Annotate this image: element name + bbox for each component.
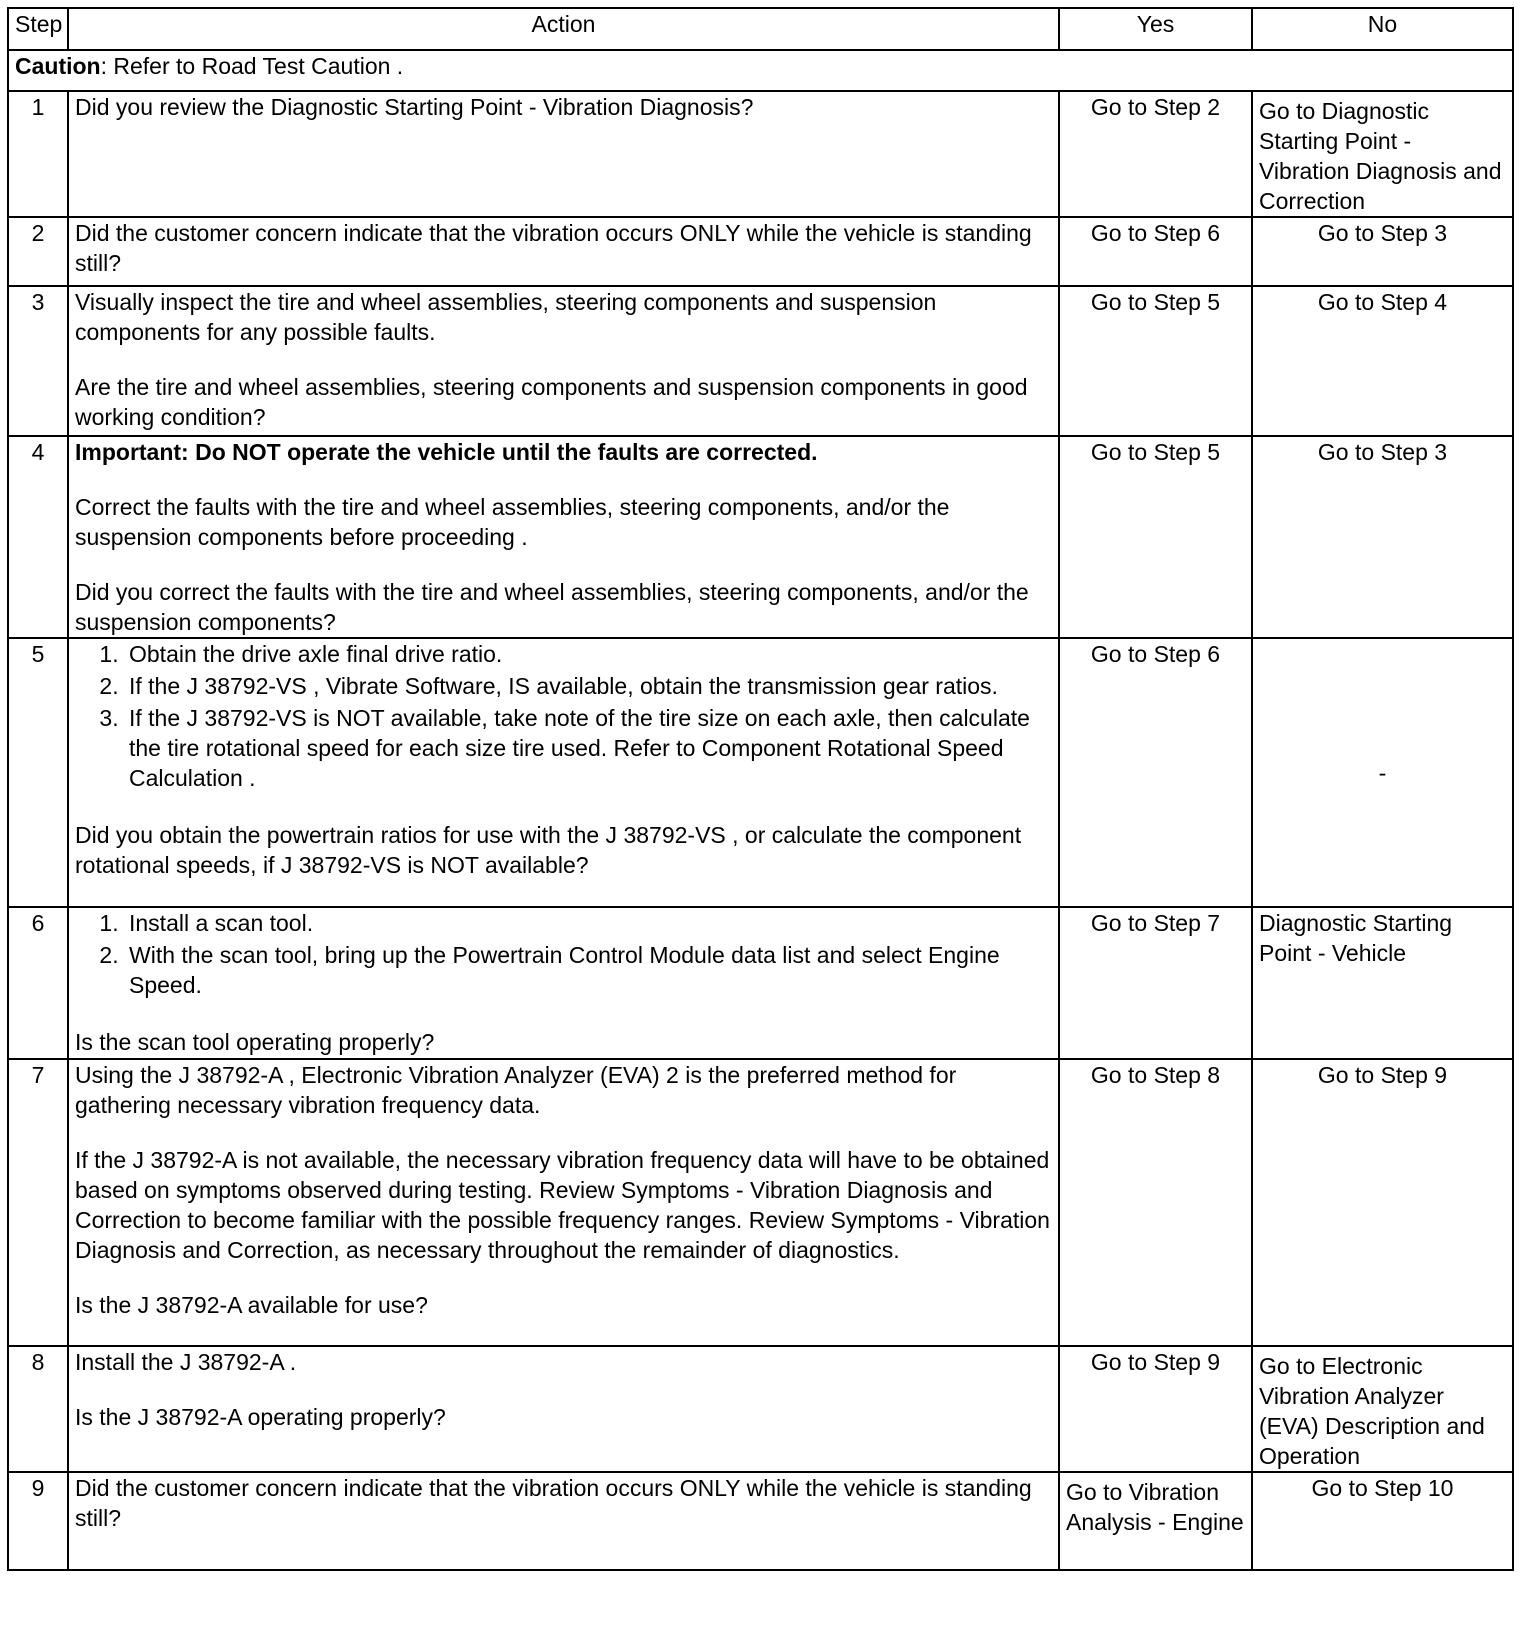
table-row: [8, 1346, 1513, 1472]
caution-row: [8, 50, 1513, 91]
action-cell: [68, 217, 1059, 286]
question-text: Are the tire and wheel assemblies, steering components and suspension components in good working condition?: [75, 374, 1028, 430]
header-step: Step: [8, 8, 68, 50]
action-cell: [68, 907, 1059, 1059]
intro-text: Visually inspect the tire and wheel assemblies, steering components and suspension components for any possible faults.: [75, 289, 937, 345]
yes-cell: Go to Vibration Analysis - Engine: [1059, 1472, 1252, 1570]
no-cell: Go to Step 3: [1252, 436, 1513, 638]
table-row: [8, 91, 1513, 217]
yes-cell: Go to Step 2: [1059, 91, 1252, 217]
no-cell: Go to Step 3: [1252, 217, 1513, 286]
no-cell: Diagnostic Starting Point - Vehicle: [1252, 907, 1513, 1059]
header-no: No: [1252, 8, 1513, 50]
caution-label: Caution: [15, 53, 101, 79]
action-cell: [68, 1346, 1059, 1472]
list-item: 1. Obtain the drive axle final drive ratio.: [125, 639, 1052, 669]
list-item: 2. If the J 38792-VS , Vibrate Software, IS available, obtain the transmission gear ratios.: [125, 671, 1052, 701]
step-number: 6: [8, 907, 68, 1059]
question-text: Did you review the Diagnostic Starting Point - Vibration Diagnosis?: [75, 94, 754, 120]
list-item: 3. If the J 38792-VS is NOT available, take note of the tire size on each axle, then calculate the tire rotational speed for each size tire used. Refer to Component Rotational Speed Calculation .: [125, 703, 1052, 793]
step-number: 7: [8, 1059, 68, 1346]
important-note: Important: Do NOT operate the vehicle until the faults are corrected.: [75, 439, 818, 465]
question-text: Did the customer concern indicate that the vibration occurs ONLY while the vehicle is standing still?: [75, 1475, 1032, 1531]
question-text: Did you correct the faults with the tire and wheel assemblies, steering components, and/or the suspension components?: [75, 579, 1029, 635]
header-action: Action: [68, 8, 1059, 50]
step-number: 4: [8, 436, 68, 638]
yes-cell: Go to Step 9: [1059, 1346, 1252, 1472]
table-row: [8, 1059, 1513, 1346]
step-number: 8: [8, 1346, 68, 1472]
yes-cell: Go to Step 6: [1059, 638, 1252, 907]
yes-cell: Go to Step 7: [1059, 907, 1252, 1059]
question-text: Is the scan tool operating properly?: [75, 1029, 435, 1055]
step-number: 3: [8, 286, 68, 436]
no-cell: Go to Diagnostic Starting Point - Vibration Diagnosis and Correction: [1252, 91, 1513, 217]
intro-text: Correct the faults with the tire and wheel assemblies, steering components, and/or the suspension components before proceeding .: [75, 494, 950, 550]
action-cell: [68, 638, 1059, 907]
list-item: 1. Install a scan tool.: [125, 908, 1052, 938]
no-cell: Go to Electronic Vibration Analyzer (EVA) Description and Operation: [1252, 1346, 1513, 1472]
no-cell: Go to Step 4: [1252, 286, 1513, 436]
step-number: 1: [8, 91, 68, 217]
diagnostic-table: [7, 7, 1514, 1571]
yes-cell: Go to Step 5: [1059, 436, 1252, 638]
instruction-list: [75, 639, 1052, 793]
question-text: Is the J 38792-A available for use?: [75, 1292, 428, 1318]
table-row: [8, 1472, 1513, 1570]
yes-cell: Go to Step 6: [1059, 217, 1252, 286]
action-cell: [68, 1472, 1059, 1570]
action-cell: [68, 91, 1059, 217]
question-text: Did you obtain the powertrain ratios for use with the J 38792-VS , or calculate the component rotational speeds, if J 38792-VS is NOT available?: [75, 822, 1022, 878]
intro-text-2: If the J 38792-A is not available, the necessary vibration frequency data will have to be obtained based on symptoms observed during testing. Review Symptoms - Vibration Diagnosis and Correction to become familiar with the possible frequency ranges. Review Symptoms - Vibration Diagnosis and Correction, as necessary throughout the remainder of diagnostics.: [75, 1147, 1050, 1263]
header-yes: Yes: [1059, 8, 1252, 50]
caution-text: : Refer to Road Test Caution .: [100, 53, 404, 79]
action-cell: [68, 1059, 1059, 1346]
list-item: 2. With the scan tool, bring up the Powertrain Control Module data list and select Engine Speed.: [125, 940, 1052, 1000]
table-row: [8, 638, 1513, 907]
intro-text: Using the J 38792-A , Electronic Vibration Analyzer (EVA) 2 is the preferred method for gathering necessary vibration frequency data.: [75, 1062, 957, 1118]
action-cell: [68, 286, 1059, 436]
no-cell: Go to Step 10: [1252, 1472, 1513, 1570]
instruction-list: [75, 908, 1052, 1000]
header-row: [8, 8, 1513, 50]
yes-cell: Go to Step 8: [1059, 1059, 1252, 1346]
caution-cell: [8, 50, 1513, 91]
table-row: [8, 286, 1513, 436]
step-number: 5: [8, 638, 68, 907]
table-row: [8, 217, 1513, 286]
step-number: 2: [8, 217, 68, 286]
question-text: Did the customer concern indicate that the vibration occurs ONLY while the vehicle is standing still?: [75, 220, 1032, 276]
action-cell: [68, 436, 1059, 638]
step-number: 9: [8, 1472, 68, 1570]
table-row: [8, 436, 1513, 638]
yes-cell: Go to Step 5: [1059, 286, 1252, 436]
table-row: [8, 907, 1513, 1059]
question-text: Is the J 38792-A operating properly?: [75, 1404, 446, 1430]
no-cell: Go to Step 9: [1252, 1059, 1513, 1346]
no-cell: -: [1252, 638, 1513, 907]
intro-text: Install the J 38792-A .: [75, 1349, 297, 1375]
